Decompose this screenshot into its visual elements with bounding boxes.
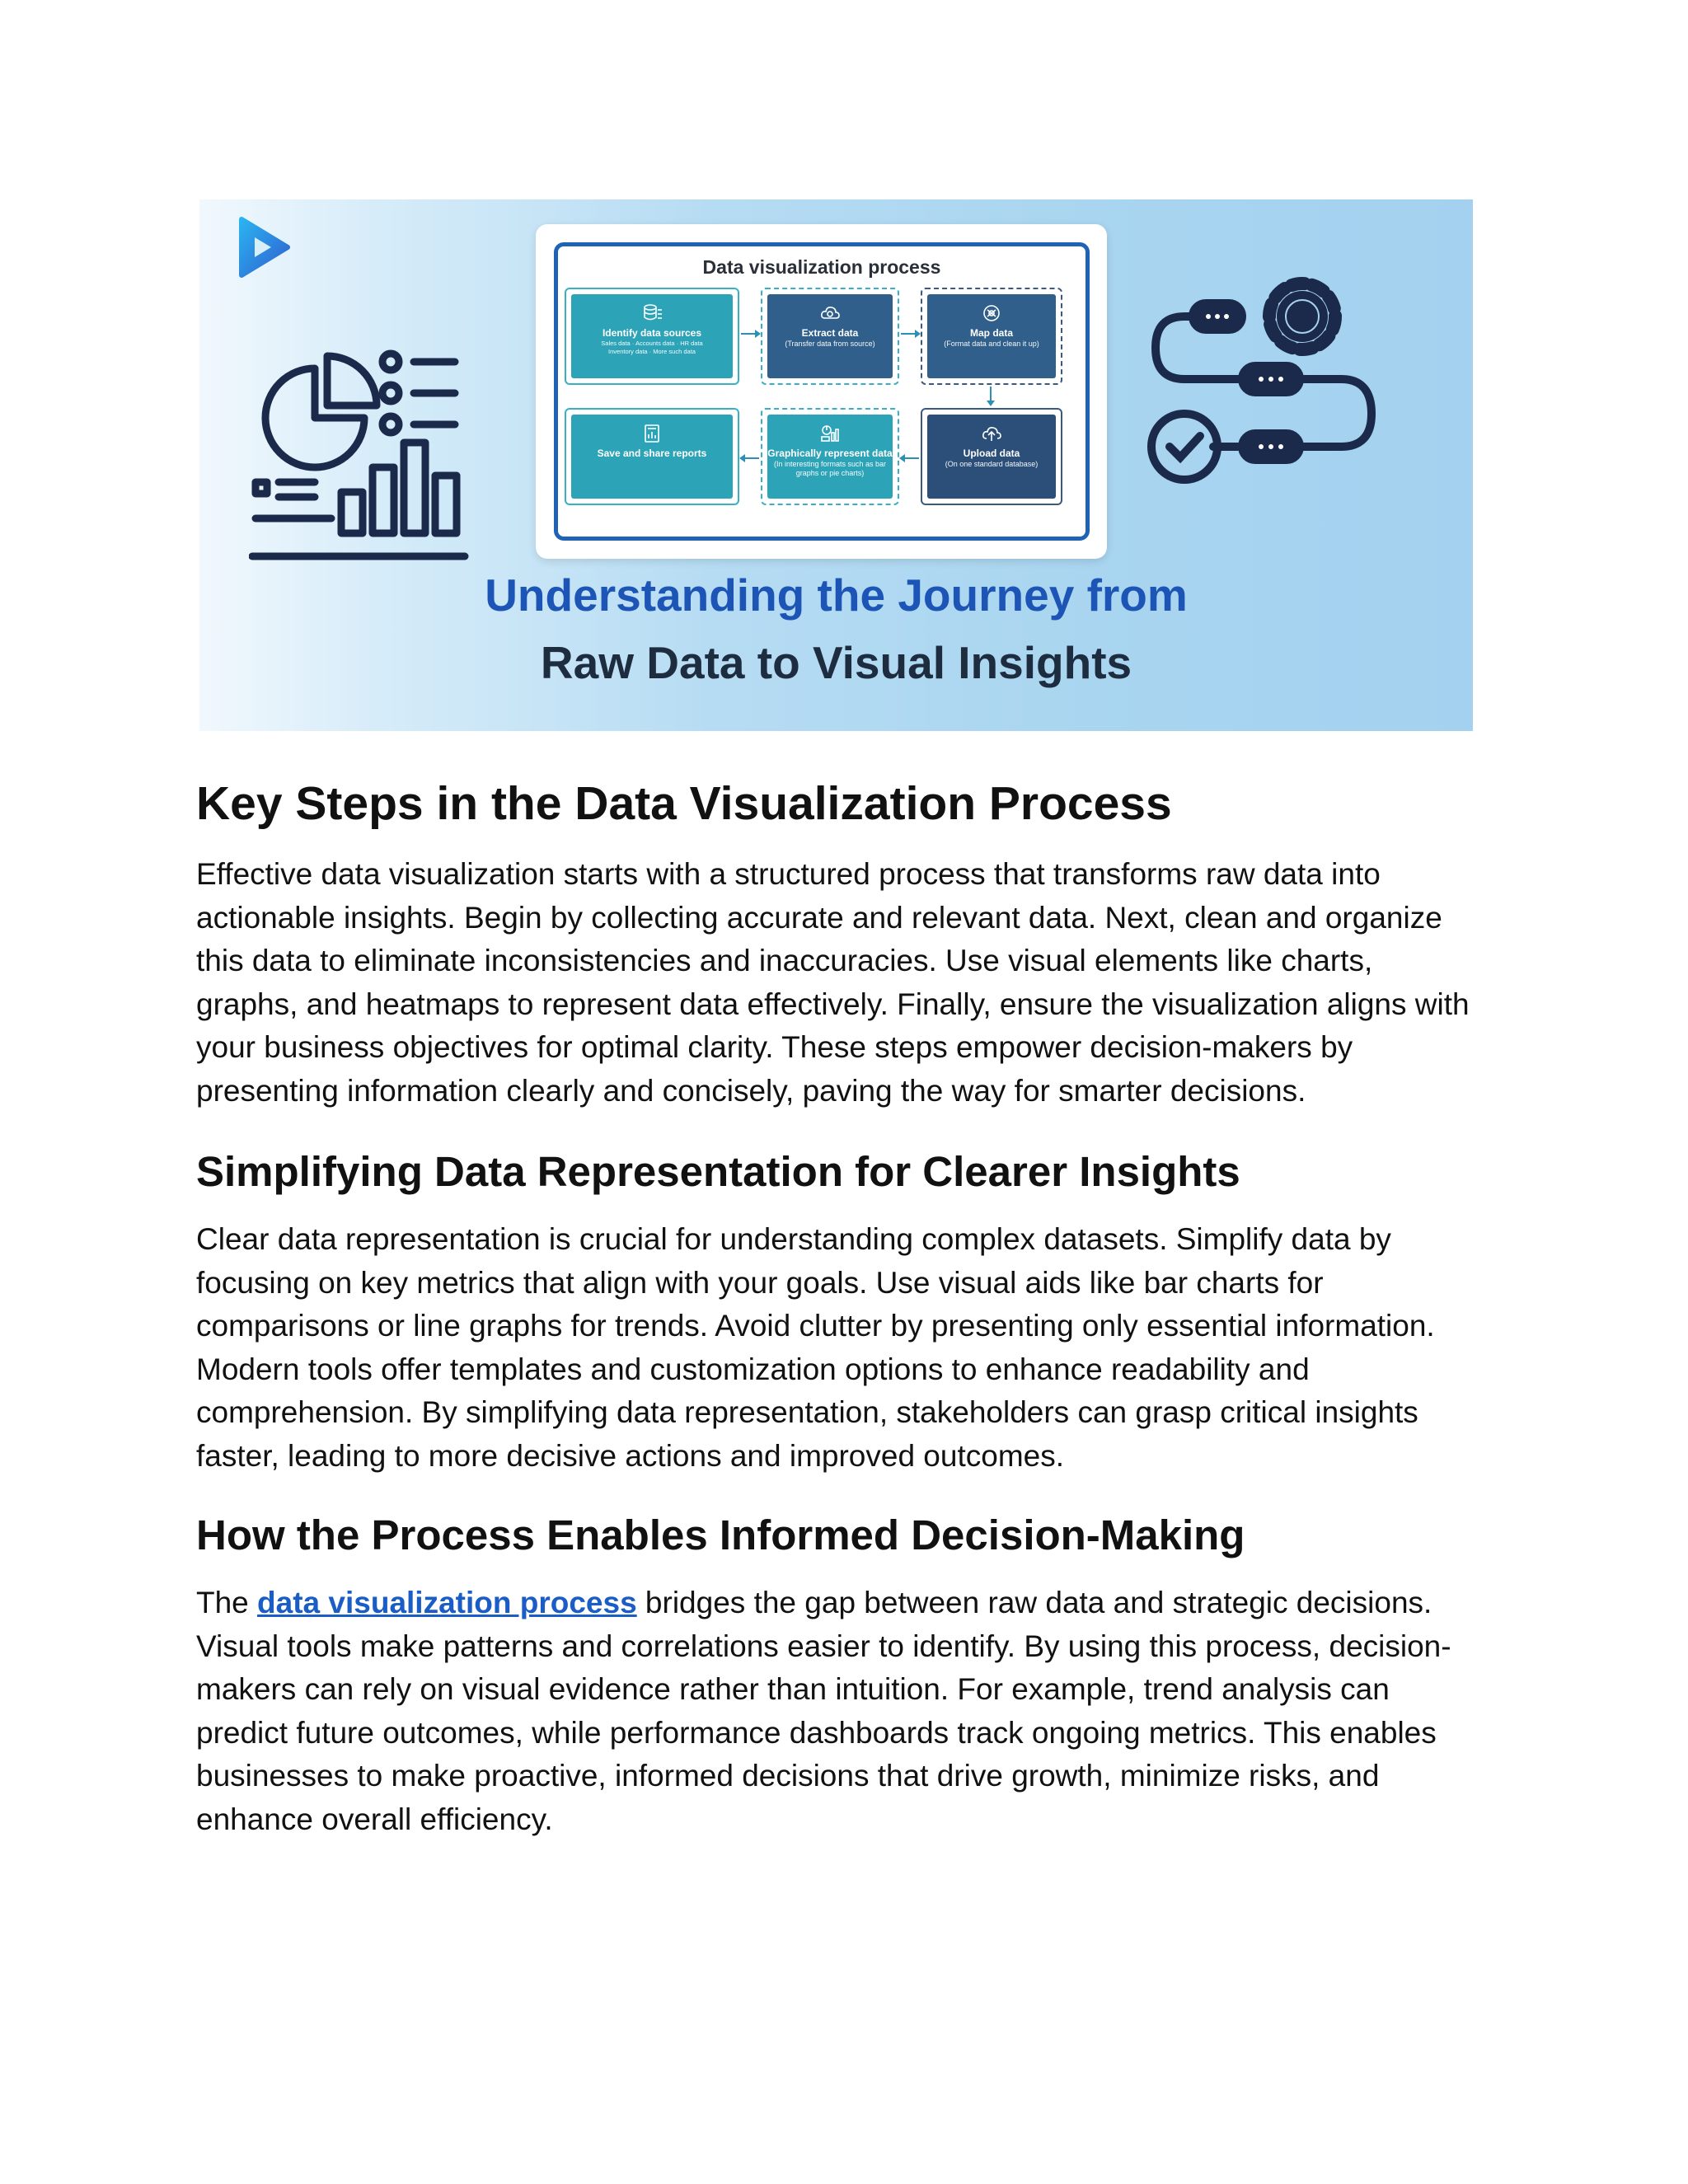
- step-label: Identify data sources: [602, 327, 702, 339]
- cloud-settings-icon: [819, 302, 841, 324]
- step-label: Upload data: [963, 448, 1020, 459]
- step-sub: (On one standard database): [945, 460, 1039, 468]
- flow-arrow: [741, 457, 759, 459]
- section-heading-simplifying: Simplifying Data Representation for Clearer Insights: [196, 1148, 1240, 1195]
- step-label: Graphically represent data: [767, 448, 893, 459]
- cloud-upload-icon: [981, 423, 1002, 444]
- data-visualization-process-link[interactable]: data visualization process: [257, 1586, 637, 1619]
- process-diagram-card: [536, 224, 1107, 559]
- step-label: Map data: [969, 327, 1013, 339]
- step-upload-data: [921, 408, 1062, 505]
- section-heading-decision-making: How the Process Enables Informed Decision-Making: [196, 1511, 1245, 1558]
- bullet: More such data: [653, 348, 696, 355]
- paragraph-decision-making: [196, 1582, 1482, 1841]
- step-map-data: [921, 288, 1062, 385]
- step-sub: (In interesting formats such as bar graphs or pie charts): [773, 460, 887, 477]
- step-extract-data: [761, 288, 899, 385]
- bullet: Accounts data: [635, 340, 675, 347]
- step-label: Extract data: [801, 327, 859, 339]
- paragraph-key-steps: Effective data visualization starts with a structured process that transforms raw data into actionable insights. Begin by collecting accurate and relevant data. Next, clean and organize this data to eliminate inconsistencies and inaccuracies. Use visual elements like charts, graphs, and heatmaps to represent data effectively. Finally, ensure the visualization aligns with your business objectives for optimal clarity. These steps empower decision-makers by presenting information clearly and concisely, paving the way for smarter decisions.: [196, 857, 1470, 1108]
- workflow-gear-check-icon: [1147, 274, 1395, 529]
- flow-arrow: [741, 333, 759, 335]
- step-identify-data-sources: Identify data sources Sales data · Accounts data · HR data Inventory data · More such data: [565, 288, 739, 385]
- step-sub: (Format data and clean it up): [944, 340, 1039, 348]
- play-logo-icon: [237, 216, 291, 279]
- map-pin-icon: [981, 302, 1002, 324]
- bullet: Inventory data: [608, 348, 648, 355]
- bullet: Sales data: [601, 340, 631, 347]
- section-heading-key-steps: Key Steps in the Data Visualization Process: [196, 777, 1172, 830]
- diagram-title: Data visualization process: [702, 256, 941, 278]
- step-save-and-share-reports: [565, 408, 739, 505]
- paragraph-simplifying: Clear data representation is crucial for understanding complex datasets. Simplify data by focusing on key metrics that align with your goals. Use visual aids like bar charts for comparisons or line graphs for trends. Avoid clutter by presenting only essential information. Modern tools offer templates and customization options to enhance readability and comprehension. By simplifying data representation, stakeholders can grasp critical insights faster, leading to more decisive actions and improved outcomes.: [196, 1222, 1435, 1473]
- flow-arrow: [901, 333, 919, 335]
- process-diagram-frame: [554, 242, 1090, 541]
- pie-chart-list-bar-chart-icon: [249, 344, 480, 566]
- paragraph-text: bridges the gap between raw data and strategic decisions. Visual tools make patterns and correlations easier to identify. By using this process, decision-makers can rely on visual evidence rather than intuition. For example, trend analysis can predict future outcomes, while performance dashboards track ongoing metrics. This enables businesses to make proactive, informed decisions that drive growth, minimize risks, and enhance overall efficiency.: [196, 1586, 1451, 1836]
- database-icon: [641, 302, 663, 324]
- report-icon: [641, 423, 663, 444]
- banner-headline-line2: Raw Data to Visual Insights: [540, 637, 1132, 688]
- flow-arrow: [990, 387, 992, 405]
- step-sub: (Transfer data from source): [785, 340, 875, 348]
- step-label: Save and share reports: [597, 448, 707, 459]
- paragraph-text: The: [196, 1586, 258, 1619]
- chart-gear-icon: [819, 423, 841, 444]
- banner-headline-line1: Understanding the Journey from: [485, 569, 1188, 621]
- flow-arrow: [901, 457, 919, 459]
- article-body: [196, 771, 1482, 1841]
- bullet: HR data: [680, 340, 703, 347]
- hero-banner: [199, 199, 1473, 731]
- step-graphically-represent-data: [761, 408, 899, 505]
